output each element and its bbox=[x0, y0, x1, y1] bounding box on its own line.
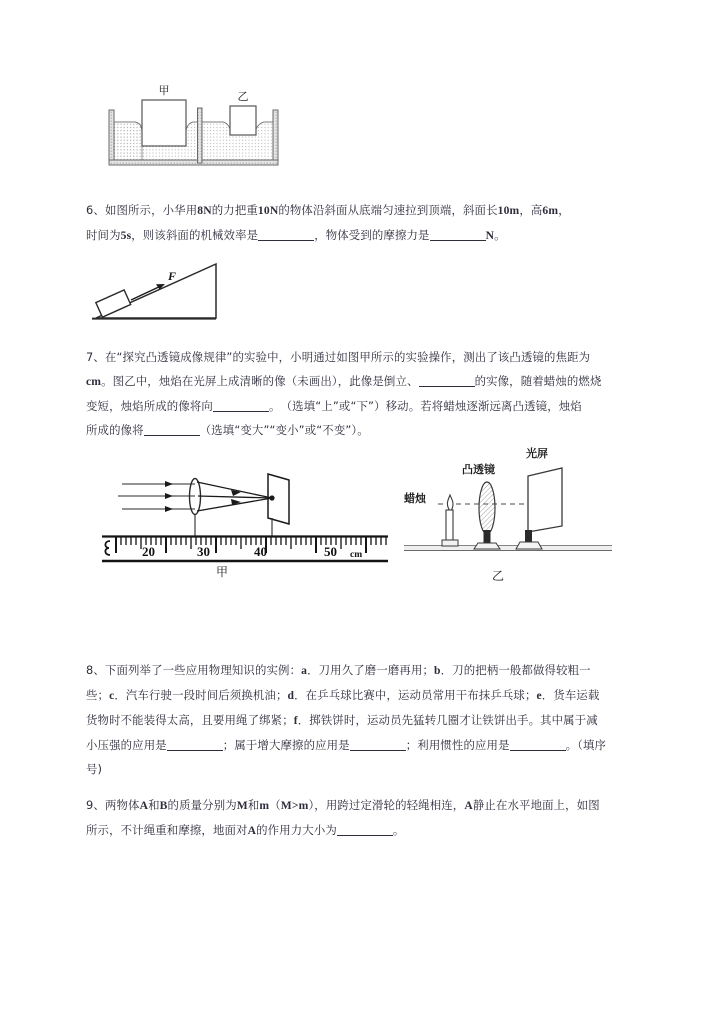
text-run: 和 bbox=[148, 798, 160, 812]
label-screen: 光屏 bbox=[526, 447, 548, 460]
figure-divided-tank bbox=[104, 72, 286, 170]
answer-blank[interactable] bbox=[350, 750, 406, 751]
question-line bbox=[86, 658, 638, 683]
divided-tank-svg bbox=[104, 72, 286, 170]
text-run: 的作用力大小为 bbox=[256, 823, 337, 837]
text-run: 。 bbox=[494, 228, 506, 242]
text-run: 些； bbox=[86, 688, 110, 702]
question-line bbox=[86, 369, 638, 394]
text-run: 6、如图所示，小华用 bbox=[86, 203, 198, 217]
figure-ray-diagram bbox=[100, 462, 390, 579]
ruler-tick-50: 50 bbox=[324, 544, 337, 559]
text-run: M bbox=[236, 799, 248, 812]
text-run: 的力把重 bbox=[211, 203, 258, 217]
text-run: ， bbox=[558, 203, 570, 217]
text-run: （选填“变大”“变小”或“不变”）。 bbox=[199, 423, 369, 437]
text-run: f bbox=[293, 714, 298, 727]
text-run: B bbox=[159, 799, 168, 812]
force-label-F: F bbox=[168, 269, 177, 283]
ruler-unit-cm: cm bbox=[350, 550, 363, 560]
text-run: 。图乙中，烛焰在光屏上成清晰的像（未画出），此像是倒立、 bbox=[101, 374, 419, 388]
figure-caption-jia: 甲 bbox=[216, 565, 229, 579]
ruler-tick-30: 30 bbox=[197, 544, 210, 559]
text-run: ．汽车行驶一段时间后须换机油； bbox=[114, 688, 288, 702]
text-run: 变短，烛焰所成的像将向 bbox=[86, 399, 213, 413]
text-run: ．掷铁饼时，运动员先猛转几圈才让铁饼出手。其中属于减 bbox=[297, 713, 598, 727]
answer-blank[interactable] bbox=[430, 240, 486, 241]
answer-blank[interactable] bbox=[213, 411, 269, 412]
text-run: 所成的像将 bbox=[86, 423, 144, 437]
text-run: 的物体沿斜面从底端匀速拉到顶端，斜面长 bbox=[278, 203, 498, 217]
question-line bbox=[86, 757, 638, 781]
text-run: ；利用惯性的应用是 bbox=[405, 738, 510, 752]
figure-caption-yi: 乙 bbox=[492, 569, 505, 583]
question-line bbox=[86, 345, 638, 369]
question-line bbox=[86, 394, 638, 418]
figure-optical-bench bbox=[398, 440, 618, 583]
question-line bbox=[86, 818, 638, 843]
text-run: ．刀用久了磨一磨再用； bbox=[307, 663, 435, 677]
question-8 bbox=[86, 658, 638, 781]
text-run: A bbox=[247, 824, 257, 837]
text-run: 8、下面列举了一些应用物理知识的实例： bbox=[86, 663, 302, 677]
text-run: e bbox=[536, 689, 542, 702]
text-run: d bbox=[287, 689, 295, 702]
text-run: 的实像，随着蜡烛的燃烧 bbox=[474, 374, 602, 388]
ruler-tick-40: 40 bbox=[254, 544, 267, 559]
text-run: N bbox=[485, 229, 495, 242]
answer-blank[interactable] bbox=[258, 240, 314, 241]
text-run: ，则该斜面的机械效率是 bbox=[131, 228, 259, 242]
answer-blank[interactable] bbox=[419, 386, 475, 387]
text-run: m bbox=[259, 799, 270, 812]
tank-label-yi: 乙 bbox=[237, 90, 249, 103]
question-line bbox=[86, 733, 638, 757]
question-line bbox=[86, 198, 638, 223]
text-run: 10m bbox=[497, 204, 520, 217]
text-run: A bbox=[139, 799, 149, 812]
text-run: c bbox=[109, 689, 115, 702]
text-run: （ bbox=[269, 798, 281, 812]
answer-blank[interactable] bbox=[144, 435, 200, 436]
text-run: 的质量分别为 bbox=[167, 798, 237, 812]
text-run: ；属于增大摩擦的应用是 bbox=[222, 738, 350, 752]
text-run: 时间为 bbox=[86, 228, 121, 242]
text-run: 小压强的应用是 bbox=[86, 738, 167, 752]
text-run: a bbox=[301, 664, 308, 677]
text-run: ），用跨过定滑轮的轻绳相连， bbox=[308, 798, 465, 812]
tank-label-jia: 甲 bbox=[158, 84, 170, 97]
text-run: 。（填序 bbox=[565, 738, 607, 752]
text-run: 所示，不计绳重和摩擦，地面对 bbox=[86, 823, 248, 837]
text-run: 8N bbox=[197, 204, 212, 217]
text-run: ．刀的把柄一般都做得较粗一 bbox=[440, 663, 591, 677]
question-line bbox=[86, 708, 638, 733]
text-run: 9、两物体 bbox=[86, 798, 140, 812]
question-line bbox=[86, 418, 638, 442]
text-run: ，物体受到的摩擦力是 bbox=[314, 228, 430, 242]
text-run: M>m bbox=[280, 799, 309, 812]
inclined-plane-svg bbox=[88, 258, 248, 324]
text-run: 货物时不能装得太高，且要用绳了绑紧； bbox=[86, 713, 294, 727]
text-run: b bbox=[434, 664, 441, 677]
answer-blank[interactable] bbox=[510, 750, 566, 751]
text-run: 号) bbox=[86, 762, 103, 776]
text-run: ，高 bbox=[519, 203, 543, 217]
question-line bbox=[86, 683, 638, 708]
question-9 bbox=[86, 793, 638, 843]
answer-blank[interactable] bbox=[337, 835, 393, 836]
text-run: cm bbox=[86, 375, 102, 388]
text-run: 。 bbox=[392, 823, 405, 837]
question-line bbox=[86, 793, 638, 818]
text-run: 10N bbox=[257, 204, 279, 217]
label-candle: 蜡烛 bbox=[404, 492, 426, 505]
label-convex-lens: 凸透镜 bbox=[462, 463, 495, 476]
text-run: 。 （选填“上”或“下”）移动。若将蜡烛逐渐远离凸透镜，烛焰 bbox=[268, 399, 582, 413]
optical-bench-svg bbox=[398, 440, 618, 570]
figure-inclined-plane bbox=[88, 258, 248, 324]
text-run: ．货车运载 bbox=[541, 688, 600, 702]
text-run: 6m bbox=[542, 204, 559, 217]
text-run: ．在乒乓球比赛中，运动员常用干布抹乒乓球； bbox=[294, 688, 537, 702]
text-run: 7、在“探究凸透镜成像规律”的实验中，小明通过如图甲所示的实验操作，测出了该凸透镜的焦距为 bbox=[86, 350, 591, 364]
text-run: 静止在水平地面上，如图 bbox=[472, 798, 600, 812]
text-run: 5s bbox=[120, 229, 132, 242]
question-6 bbox=[86, 198, 638, 248]
answer-blank[interactable] bbox=[167, 750, 223, 751]
question-7 bbox=[86, 345, 638, 442]
question-line bbox=[86, 223, 638, 248]
text-run: 和 bbox=[247, 798, 260, 812]
ruler-tick-20: 20 bbox=[142, 544, 155, 559]
text-run: A bbox=[464, 799, 473, 812]
ray-diagram-svg bbox=[100, 462, 390, 574]
